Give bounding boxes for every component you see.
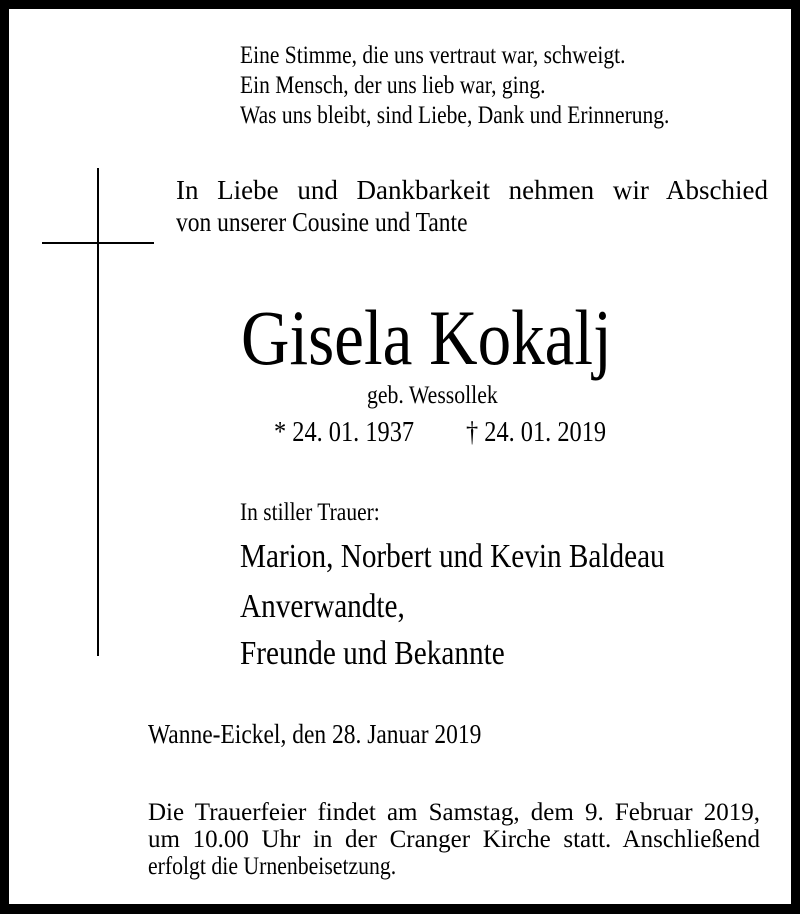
poem-line-1: Eine Stimme, die uns vertraut war, schweigt.: [240, 42, 626, 69]
cross-horizontal-bar: [42, 242, 154, 244]
service-line-3: erfolgt die Urnenbeisetzung.: [148, 853, 397, 880]
service-line-1: Die Trauerfeier findet am Samstag, dem 9. Februar 2019,: [148, 799, 760, 826]
intro-line-2: von unserer Cousine und Tante: [176, 207, 468, 237]
birth-date: * 24. 01. 1937: [274, 417, 415, 448]
mourners-line-2: Anverwandte,: [240, 588, 405, 625]
service-line-2: um 10.00 Uhr in der Cranger Kirche statt. Anschließend: [148, 826, 760, 853]
poem-line-3: Was uns bleibt, sind Liebe, Dank und Erinnerung.: [240, 102, 670, 129]
deceased-name: Gisela Kokalj: [241, 294, 612, 381]
mourners-line-1: Marion, Norbert und Kevin Baldeau: [240, 538, 665, 575]
obituary-card: [9, 9, 791, 904]
place-date: Wanne-Eickel, den 28. Januar 2019: [148, 719, 482, 749]
death-date: † 24. 01. 2019: [466, 417, 607, 448]
intro-line-1: In Liebe und Dankbarkeit nehmen wir Abschied: [176, 175, 768, 205]
poem-line-2: Ein Mensch, der uns lieb war, ging.: [240, 72, 546, 99]
mourners-label: In stiller Trauer:: [240, 499, 380, 526]
maiden-name: geb. Wessollek: [367, 382, 498, 409]
mourners-line-3: Freunde und Bekannte: [240, 635, 505, 672]
